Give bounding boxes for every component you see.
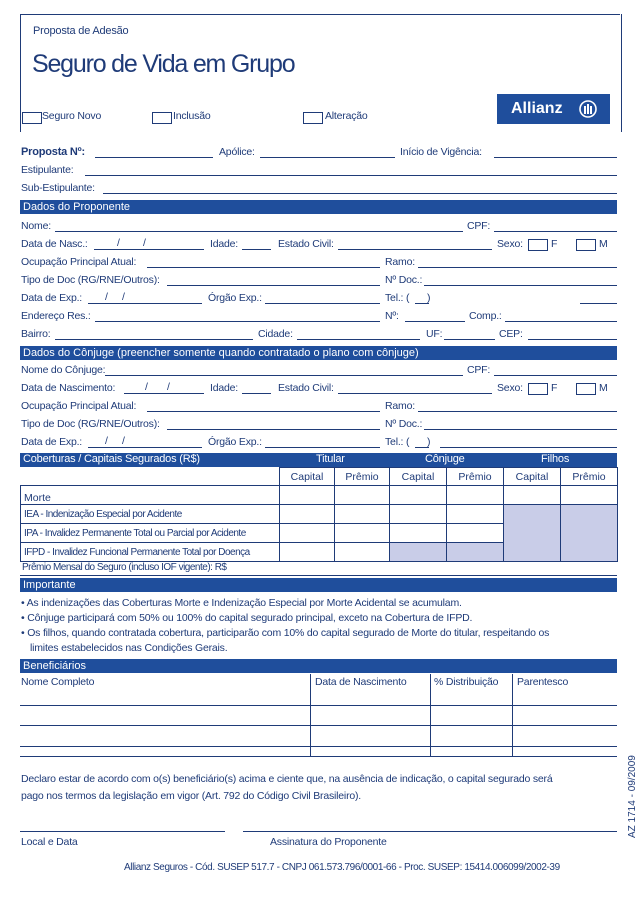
estipulante-field[interactable] bbox=[85, 175, 617, 176]
date-slash: / bbox=[122, 435, 125, 447]
estado-civil-field[interactable] bbox=[338, 249, 492, 250]
sexo-f-label: F bbox=[551, 238, 558, 250]
row-label-iea: IEA - Indenização Especial por Acidente bbox=[21, 505, 280, 524]
apolice-field[interactable] bbox=[260, 157, 395, 158]
inicio-vigencia-field[interactable] bbox=[494, 157, 617, 158]
conjuge-idade-label: Idade: bbox=[210, 382, 238, 394]
cep-label: CEP: bbox=[499, 328, 523, 340]
subcol-capital: Capital bbox=[390, 468, 447, 486]
disabled-cell bbox=[561, 524, 618, 543]
disabled-cell bbox=[447, 543, 504, 562]
subcol-premio: Prêmio bbox=[447, 468, 504, 486]
capital-cell[interactable] bbox=[390, 486, 447, 505]
disabled-cell bbox=[561, 505, 618, 524]
eagle-icon bbox=[579, 100, 597, 118]
conjuge-tipo-doc-field[interactable] bbox=[167, 429, 380, 430]
subcol-premio: Prêmio bbox=[335, 468, 390, 486]
capital-cell[interactable] bbox=[504, 486, 561, 505]
option-seguro-novo-label: Seguro Novo bbox=[42, 110, 102, 122]
ramo-label: Ramo: bbox=[385, 256, 415, 268]
subcol-blank bbox=[21, 468, 280, 486]
proposta-label: Proposta Nº: bbox=[21, 146, 85, 158]
conjuge-cpf-label: CPF: bbox=[467, 364, 491, 376]
col-distribuicao: % Distribuição bbox=[434, 676, 499, 688]
brand-name: Allianz bbox=[511, 100, 563, 117]
comp-label: Comp.: bbox=[469, 310, 502, 322]
ocupacao-label: Ocupação Principal Atual: bbox=[21, 256, 137, 268]
conjuge-num-doc-field[interactable] bbox=[424, 429, 617, 430]
date-slash: / bbox=[143, 237, 146, 249]
estado-civil-label: Estado Civil: bbox=[278, 238, 334, 250]
numero-field[interactable] bbox=[405, 321, 465, 322]
ocupacao-field[interactable] bbox=[147, 267, 380, 268]
section-beneficiarios: Beneficiários bbox=[20, 659, 617, 673]
capital-cell[interactable] bbox=[280, 524, 335, 543]
conjuge-ramo-field[interactable] bbox=[418, 411, 617, 412]
data-nasc-label: Data de Nasc.: bbox=[21, 238, 88, 250]
footer-text: Allianz Seguros - Cód. SUSEP 517.7 - CNPJ 061.573.796/0001-66 - Proc. SUSEP: 15414.006099/2002-39 bbox=[124, 862, 560, 873]
option-alteracao-label: Alteração bbox=[325, 110, 368, 122]
premio-mensal-label: Prêmio Mensal do Seguro (incluso IOF vigente): R$ bbox=[22, 562, 227, 573]
orgao-exp-label: Órgão Exp.: bbox=[208, 292, 262, 304]
idade-label: Idade: bbox=[210, 238, 238, 250]
group-conjuge: Cônjuge bbox=[425, 453, 465, 465]
capital-cell[interactable] bbox=[390, 524, 447, 543]
premio-cell[interactable] bbox=[335, 543, 390, 562]
subcol-capital: Capital bbox=[280, 468, 335, 486]
disabled-cell bbox=[390, 543, 447, 562]
data-exp-label: Data de Exp.: bbox=[21, 292, 83, 304]
beneficiarios-divider bbox=[430, 674, 431, 756]
nome-label: Nome: bbox=[21, 220, 51, 232]
bairro-field[interactable] bbox=[55, 339, 253, 340]
conjuge-data-exp-label: Data de Exp.: bbox=[21, 436, 83, 448]
orgao-exp-field[interactable] bbox=[265, 303, 380, 304]
table-row bbox=[21, 505, 618, 524]
tipo-doc-field[interactable] bbox=[167, 285, 380, 286]
allianz-logo bbox=[497, 94, 610, 124]
conjuge-data-exp-field[interactable] bbox=[88, 447, 202, 448]
subcol-premio: Prêmio bbox=[561, 468, 618, 486]
header-subtitle: Proposta de Adesão bbox=[33, 25, 129, 37]
section-proponente: Dados do Proponente bbox=[20, 200, 617, 214]
conjuge-ocupacao-label: Ocupação Principal Atual: bbox=[21, 400, 137, 412]
side-code: AZ 1714 - 09/2009 bbox=[627, 755, 638, 838]
declaracao-text: Declaro estar de acordo com o(s) beneficiário(s) acima e ciente que, na ausência de indicação, o capital segurado será bbox=[21, 773, 553, 785]
tel-paren: ) bbox=[427, 292, 431, 304]
uf-field[interactable] bbox=[444, 339, 495, 340]
sub-estipulante-label: Sub-Estipulante: bbox=[21, 182, 95, 194]
estipulante-label: Estipulante: bbox=[21, 164, 74, 176]
date-slash: / bbox=[122, 291, 125, 303]
col-parentesco: Parentesco bbox=[517, 676, 569, 688]
beneficiario-row-3[interactable] bbox=[20, 746, 617, 747]
ramo-field[interactable] bbox=[418, 267, 617, 268]
section-conjuge: Dados do Cônjuge (preencher somente quando contratado o plano com cônjuge) bbox=[20, 346, 617, 360]
disabled-cell bbox=[504, 524, 561, 543]
group-filhos: Filhos bbox=[541, 453, 570, 465]
importante-item: • Os filhos, quando contratada cobertura, participarão com 10% do capital segurado de Morte do titular, respeitando os bbox=[21, 627, 550, 639]
date-slash: / bbox=[117, 237, 120, 249]
tel-label: Tel.: ( bbox=[385, 292, 410, 304]
date-slash: / bbox=[167, 381, 170, 393]
importante-item: • Cônjuge participará com 50% ou 100% do capital segurado principal, exceto na Cobertura de IFPD. bbox=[21, 612, 473, 624]
checkbox-sexo-f[interactable] bbox=[528, 239, 548, 251]
conjuge-ocupacao-field[interactable] bbox=[147, 411, 380, 412]
row-label-ipa: IPA - Invalidez Permanente Total ou Parcial por Acidente bbox=[21, 524, 280, 543]
option-inclusao-label: Inclusão bbox=[173, 110, 211, 122]
premio-cell[interactable] bbox=[335, 486, 390, 505]
table-row bbox=[21, 486, 618, 505]
assinatura-field[interactable] bbox=[243, 831, 617, 832]
coverage-section-title: Coberturas / Capitais Segurados (R$) bbox=[23, 453, 200, 465]
tel-field[interactable] bbox=[580, 303, 617, 304]
premio-cell[interactable] bbox=[561, 486, 618, 505]
conjuge-cpf-field[interactable] bbox=[494, 375, 617, 376]
premio-cell[interactable] bbox=[335, 505, 390, 524]
num-doc-label: Nº Doc.: bbox=[385, 274, 423, 286]
checkbox-conjuge-sexo-f[interactable] bbox=[528, 383, 548, 395]
beneficiario-row-1[interactable] bbox=[20, 705, 617, 706]
col-data-nascimento: Data de Nascimento bbox=[315, 676, 407, 688]
local-data-label: Local e Data bbox=[21, 836, 78, 848]
premio-cell[interactable] bbox=[447, 486, 504, 505]
group-titular: Titular bbox=[316, 453, 345, 465]
conjuge-data-nasc-label: Data de Nascimento: bbox=[21, 382, 116, 394]
endereco-field[interactable] bbox=[95, 321, 380, 322]
checkbox-sexo-m[interactable] bbox=[576, 239, 596, 251]
coverage-table bbox=[20, 467, 618, 562]
cidade-field[interactable] bbox=[297, 339, 420, 340]
beneficiario-row-2[interactable] bbox=[20, 725, 617, 726]
conjuge-data-nasc-field[interactable] bbox=[124, 393, 204, 394]
tipo-doc-label: Tipo de Doc (RG/RNE/Outros): bbox=[21, 274, 160, 286]
apolice-label: Apólice: bbox=[219, 146, 255, 158]
premio-mensal-line bbox=[20, 575, 617, 576]
data-nasc-field[interactable] bbox=[94, 249, 204, 250]
beneficiarios-divider bbox=[512, 674, 513, 756]
proposta-field[interactable] bbox=[95, 157, 213, 158]
row-label-ifpd: IFPD - Invalidez Funcional Permanente Total por Doença bbox=[21, 543, 280, 562]
bairro-label: Bairro: bbox=[21, 328, 51, 340]
conjuge-estado-civil-label: Estado Civil: bbox=[278, 382, 334, 394]
conjuge-sexo-label: Sexo: bbox=[497, 382, 523, 394]
sexo-m-label: M bbox=[599, 238, 608, 250]
table-row bbox=[21, 543, 618, 562]
conjuge-tel-field[interactable] bbox=[440, 447, 617, 448]
capital-cell[interactable] bbox=[390, 505, 447, 524]
checkbox-seguro-novo[interactable] bbox=[22, 112, 42, 124]
importante-item: • As indenizações das Coberturas Morte e Indenização Especial por Morte Acidental se acumulam. bbox=[21, 597, 462, 609]
page-title: Seguro de Vida em Grupo bbox=[32, 50, 295, 78]
conjuge-num-doc-label: Nº Doc.: bbox=[385, 418, 423, 430]
premio-cell[interactable] bbox=[447, 524, 504, 543]
header-top-line bbox=[20, 14, 620, 15]
section-importante: Importante bbox=[20, 578, 617, 592]
conjuge-nome-label: Nome do Cônjuge: bbox=[21, 364, 106, 376]
conjuge-sexo-f-label: F bbox=[551, 382, 558, 394]
numero-label: Nº: bbox=[385, 310, 399, 322]
capital-cell[interactable] bbox=[280, 505, 335, 524]
table-row bbox=[21, 524, 618, 543]
disabled-cell bbox=[504, 543, 561, 562]
row-label-morte: Morte bbox=[21, 486, 280, 505]
date-slash: / bbox=[145, 381, 148, 393]
checkbox-inclusao[interactable] bbox=[152, 112, 172, 124]
disabled-cell bbox=[504, 505, 561, 524]
sub-estipulante-field[interactable] bbox=[103, 193, 617, 194]
beneficiarios-divider bbox=[310, 674, 311, 756]
checkbox-alteracao[interactable] bbox=[303, 112, 323, 124]
cpf-field[interactable] bbox=[494, 231, 617, 232]
cep-field[interactable] bbox=[528, 339, 617, 340]
idade-field[interactable] bbox=[242, 249, 271, 250]
cidade-label: Cidade: bbox=[258, 328, 293, 340]
declaracao-text: pago nos termos da legislação em vigor (Art. 792 do Código Civil Brasileiro). bbox=[21, 790, 362, 802]
conjuge-orgao-exp-field[interactable] bbox=[265, 447, 380, 448]
endereco-label: Endereço Res.: bbox=[21, 310, 91, 322]
date-slash: / bbox=[105, 435, 108, 447]
conjuge-estado-civil-field[interactable] bbox=[338, 393, 492, 394]
cpf-label: CPF: bbox=[467, 220, 491, 232]
local-data-field[interactable] bbox=[20, 831, 225, 832]
premio-cell[interactable] bbox=[447, 505, 504, 524]
sexo-label: Sexo: bbox=[497, 238, 523, 250]
uf-label: UF: bbox=[426, 328, 443, 340]
conjuge-tipo-doc-label: Tipo de Doc (RG/RNE/Outros): bbox=[21, 418, 160, 430]
premio-cell[interactable] bbox=[335, 524, 390, 543]
beneficiarios-bottom-line bbox=[20, 756, 617, 757]
subcol-capital: Capital bbox=[504, 468, 561, 486]
inicio-vigencia-label: Início de Vigência: bbox=[400, 146, 482, 158]
tel-paren: ) bbox=[427, 436, 431, 448]
conjuge-sexo-m-label: M bbox=[599, 382, 608, 394]
conjuge-orgao-exp-label: Órgão Exp.: bbox=[208, 436, 262, 448]
checkbox-conjuge-sexo-m[interactable] bbox=[576, 383, 596, 395]
conjuge-ramo-label: Ramo: bbox=[385, 400, 415, 412]
conjuge-tel-label: Tel.: ( bbox=[385, 436, 410, 448]
date-slash: / bbox=[105, 291, 108, 303]
comp-field[interactable] bbox=[505, 321, 617, 322]
data-exp-field[interactable] bbox=[88, 303, 202, 304]
conjuge-nome-field[interactable] bbox=[105, 375, 463, 376]
importante-item-continuation: limites estabelecidos nas Condições Gerais. bbox=[30, 642, 228, 654]
capital-cell[interactable] bbox=[280, 543, 335, 562]
num-doc-field[interactable] bbox=[424, 285, 617, 286]
nome-field[interactable] bbox=[55, 231, 463, 232]
capital-cell[interactable] bbox=[280, 486, 335, 505]
disabled-cell bbox=[561, 543, 618, 562]
conjuge-idade-field[interactable] bbox=[242, 393, 271, 394]
col-nome-completo: Nome Completo bbox=[21, 676, 95, 688]
assinatura-label: Assinatura do Proponente bbox=[270, 836, 387, 848]
